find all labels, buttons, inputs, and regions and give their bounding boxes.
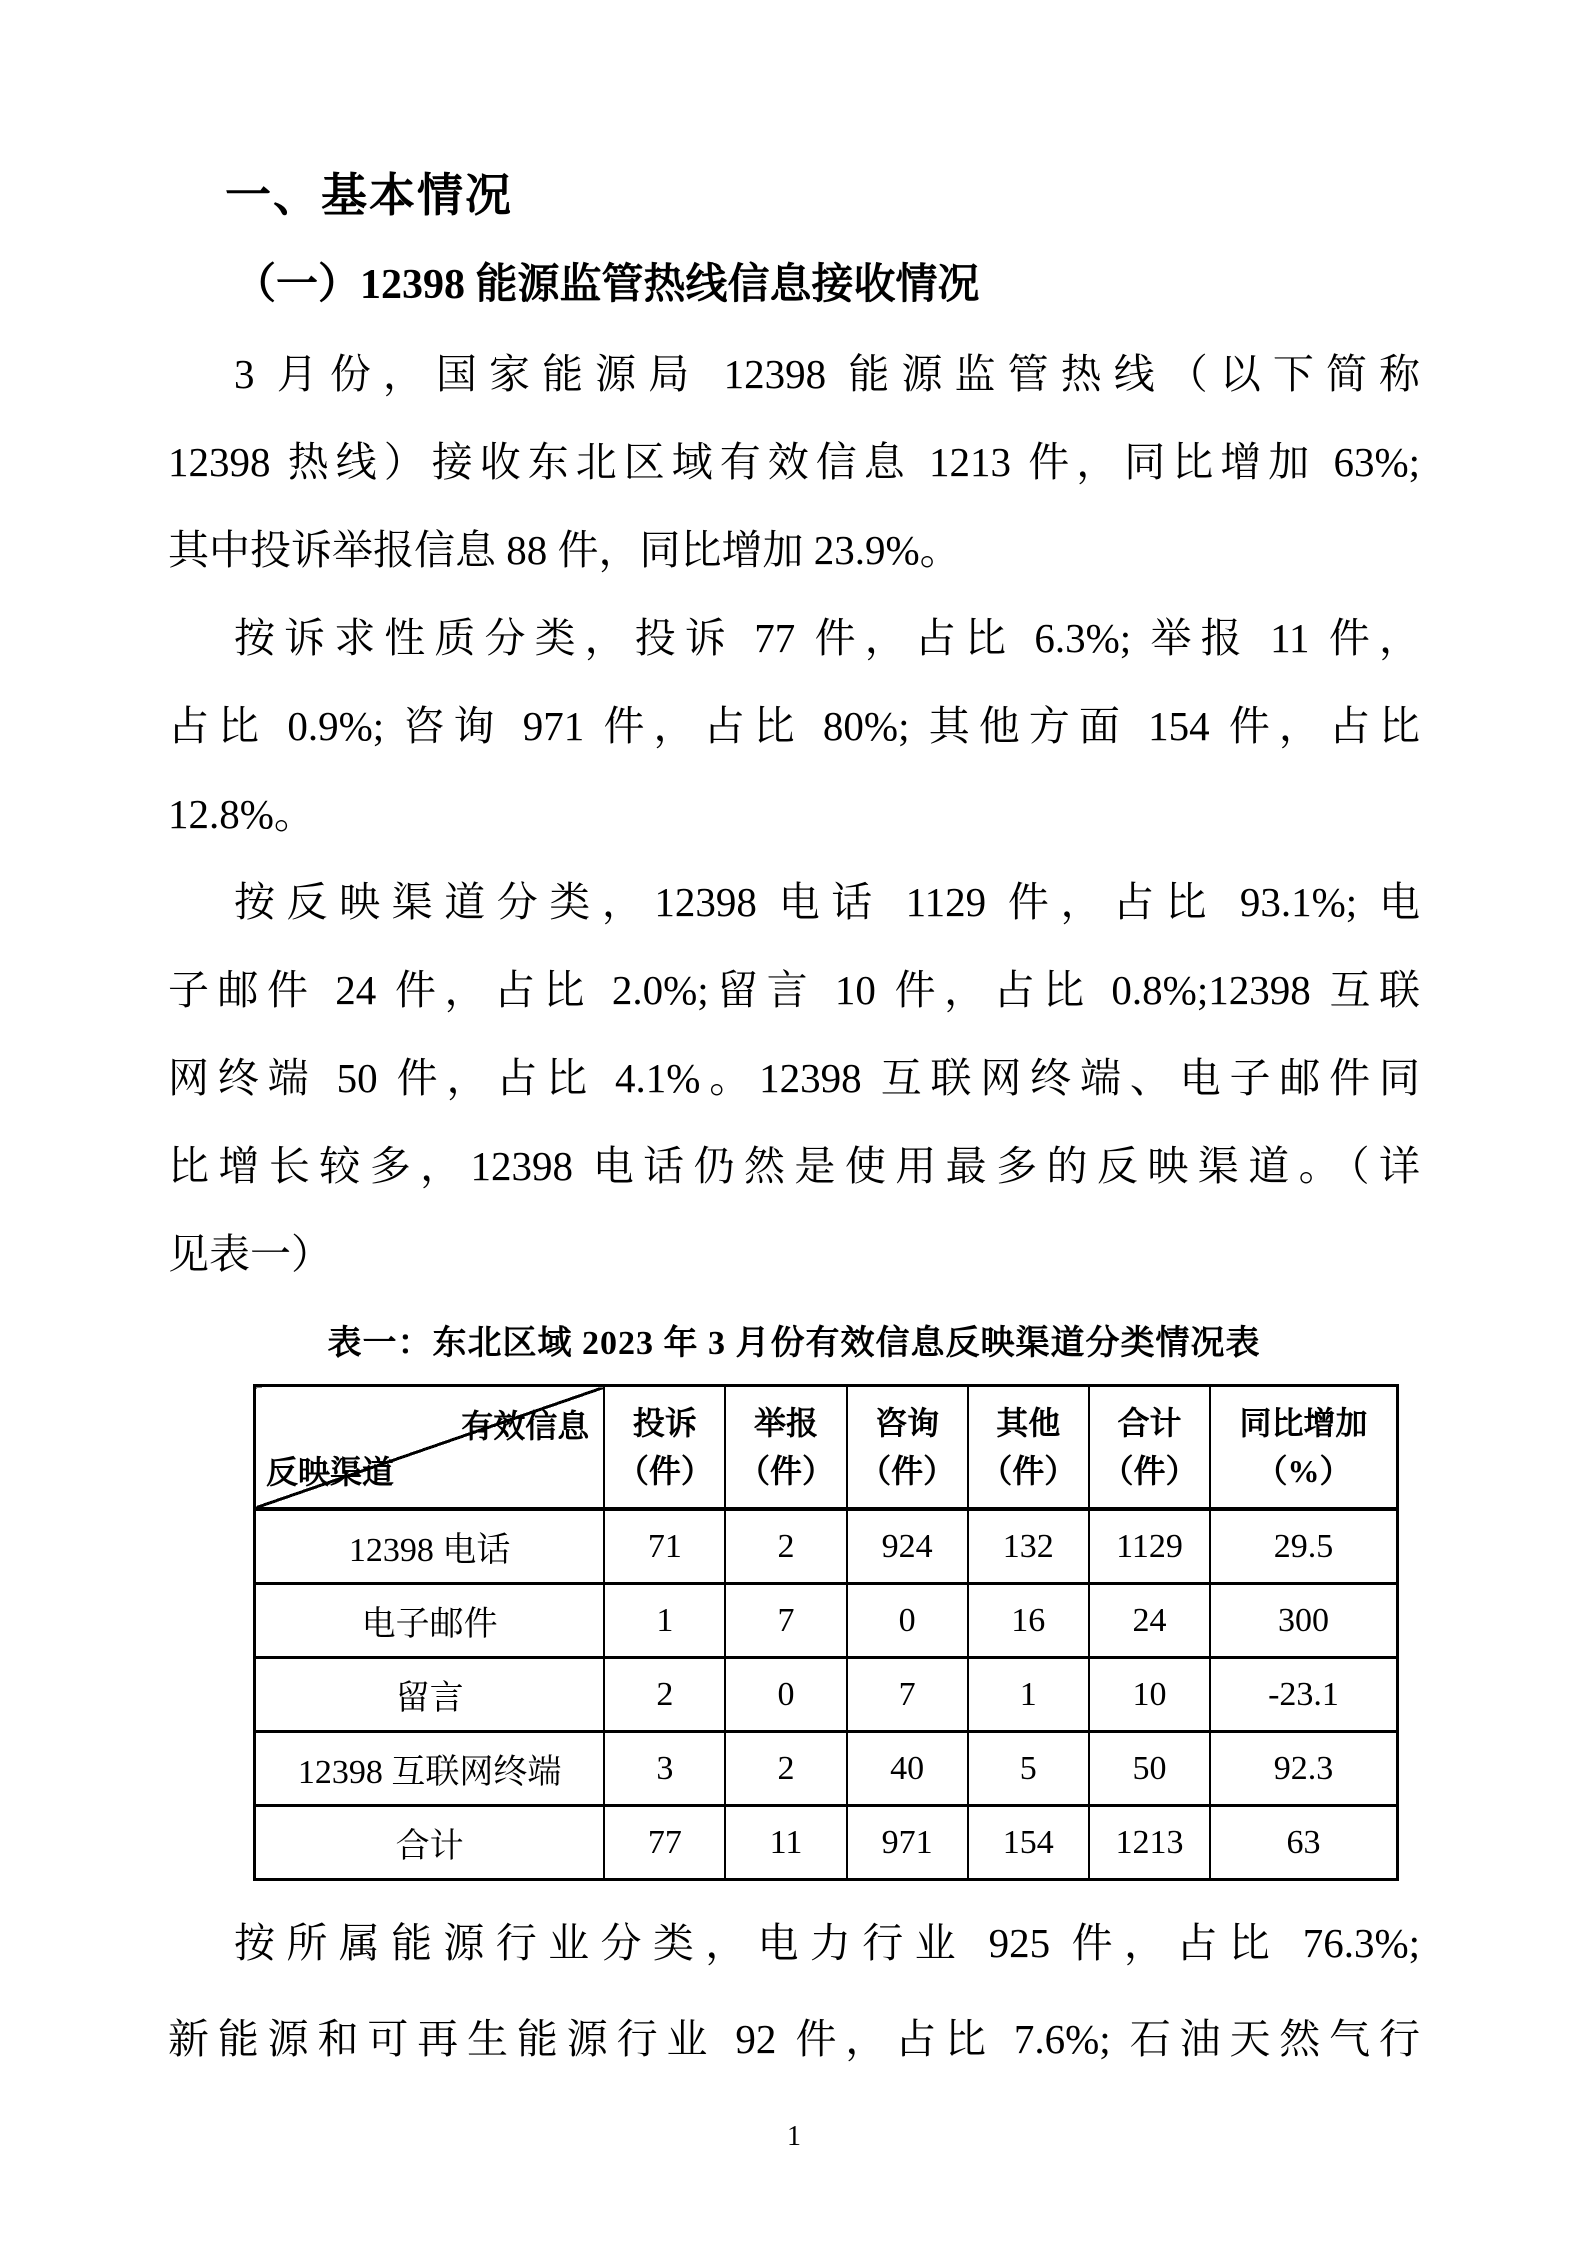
paragraph-line: 3 月份，国家能源局 12398 能源监管热线（以下简称	[234, 351, 1420, 397]
page-number: 1	[787, 2121, 801, 2152]
table-cell: 50	[1089, 1732, 1210, 1806]
row-label-phone: 12398 电话	[255, 1509, 605, 1584]
table-cell: 924	[847, 1509, 968, 1584]
table-cell: 29.5	[1210, 1509, 1397, 1584]
paragraph-line: 网终端 50 件，占比 4.1%。12398 互联网终端、电子邮件同	[168, 1055, 1420, 1101]
table-row	[255, 1732, 1398, 1806]
paragraph-line: 按所属能源行业分类，电力行业 925 件，占比 76.3%;	[234, 1920, 1420, 1966]
table-row	[255, 1509, 1398, 1584]
table-cell: 2	[604, 1658, 725, 1732]
table-row	[255, 1806, 1398, 1880]
table-cell: 16	[968, 1584, 1089, 1658]
paragraph-line: 比增长较多，12398 电话仍然是使用最多的反映渠道。（详	[168, 1143, 1420, 1189]
table-cell: 2	[725, 1509, 846, 1584]
table-cell: 63	[1210, 1806, 1397, 1880]
paragraph-3	[168, 858, 1420, 1298]
paragraph-1	[168, 330, 1420, 594]
table-title: 表一：东北区域 2023 年 3 月份有效信息反映渠道分类情况表	[327, 1325, 1261, 1362]
sub-heading: （一）12398 能源监管热线信息接收情况	[234, 262, 980, 308]
table-cell: 24	[1089, 1584, 1210, 1658]
table-cell: 1129	[1089, 1509, 1210, 1584]
paragraph-line: 新能源和可再生能源行业 92 件，占比 7.6%; 石油天然气行	[168, 2016, 1420, 2062]
paragraph-line: 12398 热线）接收东北区域有效信息 1213 件，同比增加 63%;	[168, 439, 1420, 485]
table-cell: 7	[847, 1658, 968, 1732]
row-label-total: 合计	[255, 1806, 605, 1880]
row-label-message: 留言	[255, 1658, 605, 1732]
column-header-others: 其他 （件）	[968, 1386, 1089, 1510]
paragraph-line: 按反映渠道分类，12398 电话 1129 件，占比 93.1%; 电	[234, 879, 1420, 925]
table-cell: 132	[968, 1509, 1089, 1584]
paragraph-line: 占比 0.9%; 咨询 971 件，占比 80%; 其他方面 154 件，占比	[168, 703, 1420, 749]
column-header-yoy-increase: 同比增加 （%）	[1210, 1386, 1397, 1510]
table-cell: 1213	[1089, 1806, 1210, 1880]
table-cell: 1	[604, 1584, 725, 1658]
table-cell: 71	[604, 1509, 725, 1584]
table-cell: 154	[968, 1806, 1089, 1880]
table-cell: 10	[1089, 1658, 1210, 1732]
section-heading: 一、基本情况	[225, 169, 513, 221]
column-header-inquiries: 咨询 （件）	[847, 1386, 968, 1510]
table-cell: 7	[725, 1584, 846, 1658]
paragraph-line: 按诉求性质分类，投诉 77 件，占比 6.3%; 举报 11 件，	[234, 615, 1420, 661]
channel-classification-table	[253, 1384, 1399, 1881]
corner-label-channel: 反映渠道	[266, 1454, 395, 1490]
table-cell: 77	[604, 1806, 725, 1880]
table-cell: 0	[725, 1658, 846, 1732]
column-header-complaints: 投诉 （件）	[604, 1386, 725, 1510]
column-header-reports: 举报 （件）	[725, 1386, 846, 1510]
paragraph-line: 子邮件 24 件，占比 2.0%;留言 10 件，占比 0.8%;12398 互联	[168, 967, 1420, 1013]
column-header-total: 合计 （件）	[1089, 1386, 1210, 1510]
table-row	[255, 1584, 1398, 1658]
table-cell: -23.1	[1210, 1658, 1397, 1732]
corner-label-valid-info: 有效信息	[461, 1408, 590, 1444]
table-cell: 2	[725, 1732, 846, 1806]
row-label-internet-terminal: 12398 互联网终端	[255, 1732, 605, 1806]
table-header-row	[255, 1386, 1398, 1510]
row-label-email: 电子邮件	[255, 1584, 605, 1658]
paragraph-line: 12.8%。	[168, 791, 315, 837]
paragraph-2	[168, 594, 1420, 858]
table-cell: 3	[604, 1732, 725, 1806]
table-cell: 5	[968, 1732, 1089, 1806]
paragraph-line: 其中投诉举报信息 88 件，同比增加 23.9%。	[168, 527, 961, 573]
table-cell: 11	[725, 1806, 846, 1880]
table-cell: 92.3	[1210, 1732, 1397, 1806]
table-row	[255, 1658, 1398, 1732]
table-cell: 40	[847, 1732, 968, 1806]
table-cell: 1	[968, 1658, 1089, 1732]
table-cell: 971	[847, 1806, 968, 1880]
table-cell: 0	[847, 1584, 968, 1658]
table-corner-cell	[255, 1386, 605, 1510]
table-cell: 300	[1210, 1584, 1397, 1658]
paragraph-4	[168, 1895, 1420, 2087]
paragraph-line: 见表一）	[168, 1231, 332, 1277]
